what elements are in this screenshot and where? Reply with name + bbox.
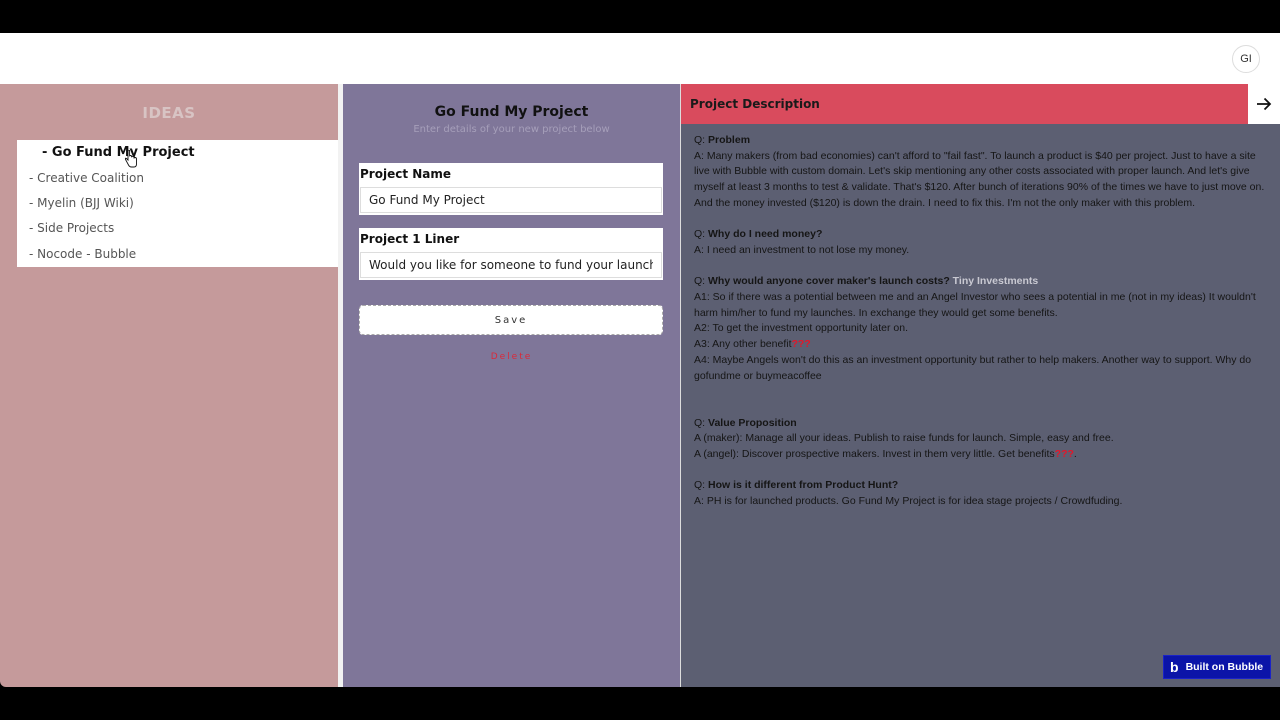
hand-cursor-icon	[124, 150, 138, 168]
project-name-label: Project Name	[360, 167, 452, 181]
idea-item-creative-coalition[interactable]: - Creative Coalition	[29, 171, 144, 185]
answer-a4: A4: Maybe Angels won't do this as an investment opportunity but rather to help makers. Another way to support. Why do gofundme or buymeacoffee	[694, 353, 1252, 382]
arrow-right-icon	[1256, 96, 1272, 112]
project-name-group	[359, 163, 663, 215]
answer-a1: A1: So if there was a potential between me and an Angel Investor who sees a potential in me (not in my ideas) It wouldn't harm him/her to fund my launches. In exchange they would get some benefits.	[694, 291, 1256, 319]
question-problem: Q: Problem	[694, 134, 751, 146]
idea-item-go-fund-my-project[interactable]: - Go Fund My Project	[42, 145, 195, 160]
question-product-hunt: Q: How is it different from Product Hunt?	[694, 479, 899, 492]
ideas-panel	[0, 84, 338, 687]
answer-maker: A (maker): Manage all your ideas. Publish to raise funds for launch. Simple, easy and free.	[694, 432, 1114, 445]
answer-angel: A (angel): Discover prospective makers. Invest in them very little. Get benefits???.	[694, 448, 1077, 460]
project-subtitle: Enter details of your new project below	[413, 124, 610, 135]
project-title: Go Fund My Project	[434, 104, 589, 120]
next-arrow-button[interactable]	[1248, 84, 1280, 124]
answer-product-hunt: A: PH is for launched products. Go Fund My Project is for idea stage projects / Crowdfuding.	[694, 495, 1123, 508]
tiny-investments-link[interactable]: Tiny Investments	[952, 275, 1039, 288]
user-avatar[interactable]: GI	[1232, 45, 1260, 73]
delete-button[interactable]: Delete	[490, 352, 533, 362]
save-button[interactable]: Save	[359, 305, 663, 335]
project-liner-group	[359, 228, 663, 280]
description-body[interactable]	[694, 133, 1274, 510]
project-liner-input[interactable]	[360, 252, 662, 278]
answer-problem: A: Many makers (from bad economies) can't afford to "fail fast". To launch a product is $40 per project. Just to have a site live with Bubble with custom domain. Let's skip mentioning any other costs associated with proper launch. And let's give myself at least 3 months to test & validate. That's $120. After bunch of iterations 90% of the times we have to just move on. And the money invested ($120) is down the drain. I need to fix this. I'm not the only maker with this problem.	[694, 149, 1265, 209]
description-panel	[681, 84, 1280, 687]
question-need-money: Q: Why do I need money?	[694, 228, 823, 241]
question-value-proposition: Q: Value Proposition	[694, 416, 797, 429]
answer-a2: A2: To get the investment opportunity later on.	[694, 322, 909, 335]
description-title: Project Description	[690, 97, 820, 111]
project-name-input[interactable]	[360, 187, 662, 213]
built-on-bubble-badge[interactable]	[1163, 655, 1271, 679]
ideas-list	[17, 140, 338, 267]
idea-item-side-projects[interactable]: - Side Projects	[29, 221, 115, 235]
top-bar	[0, 33, 1280, 84]
idea-item-nocode-bubble[interactable]: - Nocode - Bubble	[29, 247, 137, 261]
project-liner-label: Project 1 Liner	[360, 232, 460, 246]
answer-a3: A3: Any other benefit???	[694, 338, 811, 351]
question-cover-costs: Q: Why would anyone cover maker's launch costs? Tiny Investments	[694, 275, 1039, 288]
description-header	[681, 84, 1248, 124]
answer-need-money: A: I need an investment to not lose my money.	[694, 243, 910, 256]
ideas-title: IDEAS	[142, 104, 196, 122]
project-form-panel	[343, 84, 680, 687]
bubble-logo-icon: b	[1170, 659, 1179, 675]
bubble-badge-label: Built on Bubble	[1185, 661, 1264, 673]
idea-item-myelin[interactable]: - Myelin (BJJ Wiki)	[29, 196, 134, 210]
